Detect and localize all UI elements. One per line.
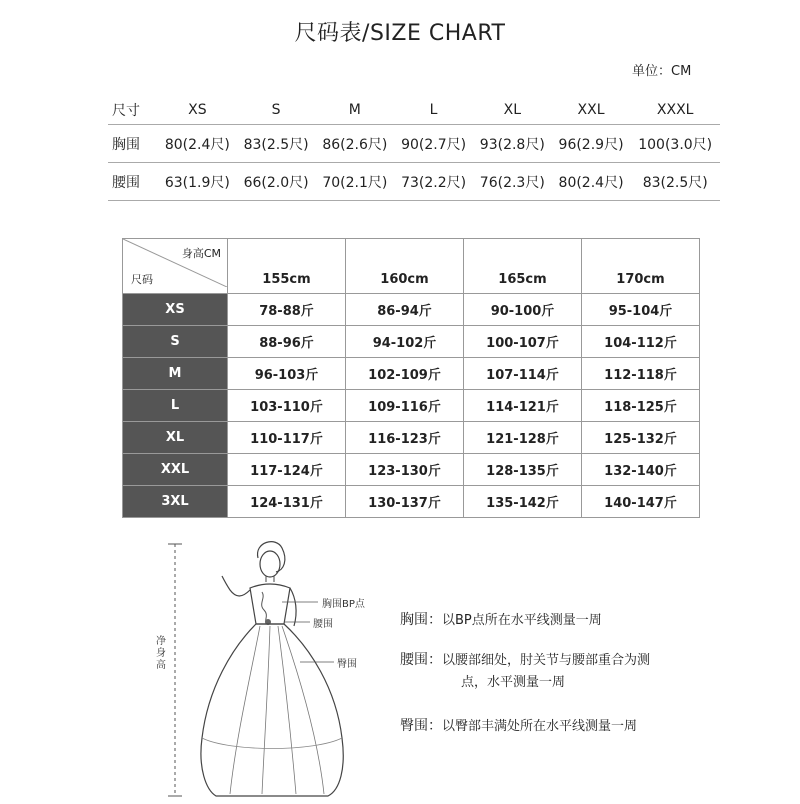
table-cell: 96(2.9尺) — [552, 125, 631, 163]
table-cell: 100(3.0尺) — [630, 125, 720, 163]
row-label: 胸围 — [108, 125, 158, 163]
note-text: 以腰部细处，肘关节与腰部重合为测 — [442, 653, 651, 668]
height-col-160: 160cm — [346, 239, 464, 294]
table-cell: 125-132斤 — [582, 422, 700, 454]
note-text: 以臀部丰满处所在水平线测量一周 — [442, 719, 638, 734]
table-cell: 90-100斤 — [464, 294, 582, 326]
table-cell: 90(2.7尺) — [394, 125, 473, 163]
size-col-xs: XS — [158, 96, 237, 125]
height-label: 净身高 — [156, 636, 166, 671]
table-cell: 110-117斤 — [228, 422, 346, 454]
size-cell: XL — [123, 422, 228, 454]
table-cell: 104-112斤 — [582, 326, 700, 358]
table-cell: 128-135斤 — [464, 454, 582, 486]
table-cell: 96-103斤 — [228, 358, 346, 390]
height-col-165: 165cm — [464, 239, 582, 294]
unit-label: 单位：CM — [632, 64, 692, 79]
table-cell: 102-109斤 — [346, 358, 464, 390]
table-row — [123, 294, 700, 326]
table-row — [123, 358, 700, 390]
table-cell: 123-130斤 — [346, 454, 464, 486]
table-cell: 78-88斤 — [228, 294, 346, 326]
table-cell: 80(2.4尺) — [552, 163, 631, 201]
table-cell: 107-114斤 — [464, 358, 582, 390]
note-text: 以BP点所在水平线测量一周 — [442, 613, 602, 628]
size-header-label: 尺寸 — [108, 96, 158, 125]
size-cell: S — [123, 326, 228, 358]
size-axis-label: 尺码 — [131, 273, 153, 286]
note-key: 胸围： — [400, 612, 442, 628]
table-cell: 94-102斤 — [346, 326, 464, 358]
table-cell: 88-96斤 — [228, 326, 346, 358]
height-col-170: 170cm — [582, 239, 700, 294]
table-cell: 63(1.9尺) — [158, 163, 237, 201]
size-col-m: M — [315, 96, 394, 125]
measurement-table — [108, 96, 720, 201]
size-col-xl: XL — [473, 96, 552, 125]
height-col-155: 155cm — [228, 239, 346, 294]
size-cell: M — [123, 358, 228, 390]
waist-row — [108, 163, 720, 201]
dress-figure — [150, 538, 380, 800]
corner-cell — [123, 239, 228, 294]
size-cell: 3XL — [123, 486, 228, 518]
size-col-xxxl: XXXL — [630, 96, 720, 125]
table-cell: 114-121斤 — [464, 390, 582, 422]
table-cell: 135-142斤 — [464, 486, 582, 518]
table-cell: 140-147斤 — [582, 486, 700, 518]
table-cell: 86(2.6尺) — [315, 125, 394, 163]
table-row — [123, 454, 700, 486]
table-cell: 116-123斤 — [346, 422, 464, 454]
waist-note — [400, 649, 650, 694]
table-cell: 117-124斤 — [228, 454, 346, 486]
table-cell: 93(2.8尺) — [473, 125, 552, 163]
table-cell: 66(2.0尺) — [237, 163, 316, 201]
table-cell: 103-110斤 — [228, 390, 346, 422]
size-cell: XS — [123, 294, 228, 326]
height-weight-table — [122, 238, 700, 518]
size-cell: L — [123, 390, 228, 422]
row-label: 腰围 — [108, 163, 158, 201]
note-key: 臀围： — [400, 718, 442, 734]
table-cell: 121-128斤 — [464, 422, 582, 454]
size-col-xxl: XXL — [552, 96, 631, 125]
table-cell: 73(2.2尺) — [394, 163, 473, 201]
table-row — [123, 326, 700, 358]
table-cell: 124-131斤 — [228, 486, 346, 518]
bust-bp-label: 胸围BP点 — [322, 599, 365, 610]
table-cell: 83(2.5尺) — [237, 125, 316, 163]
table-header-row — [123, 239, 700, 294]
waist-label: 腰围 — [313, 619, 333, 630]
hip-label: 臀围 — [337, 659, 357, 670]
table-cell: 76(2.3尺) — [473, 163, 552, 201]
table-cell: 100-107斤 — [464, 326, 582, 358]
note-text-cont: 点，水平测量一周 — [461, 675, 566, 690]
table-row — [123, 422, 700, 454]
size-col-l: L — [394, 96, 473, 125]
table-cell: 118-125斤 — [582, 390, 700, 422]
table-cell: 132-140斤 — [582, 454, 700, 486]
note-key: 腰围： — [400, 652, 442, 668]
bust-row — [108, 125, 720, 163]
table-cell: 83(2.5尺) — [630, 163, 720, 201]
table-cell: 70(2.1尺) — [315, 163, 394, 201]
page-title: 尺码表/SIZE CHART — [294, 21, 506, 46]
table-cell: 86-94斤 — [346, 294, 464, 326]
size-col-s: S — [237, 96, 316, 125]
table-cell: 95-104斤 — [582, 294, 700, 326]
table-cell: 112-118斤 — [582, 358, 700, 390]
bust-note — [400, 609, 602, 632]
size-cell: XXL — [123, 454, 228, 486]
table-cell: 130-137斤 — [346, 486, 464, 518]
table-row — [123, 390, 700, 422]
table-row — [123, 486, 700, 518]
table-cell: 109-116斤 — [346, 390, 464, 422]
height-axis-label: 身高CM — [181, 247, 221, 260]
hip-note — [400, 715, 637, 738]
table-header-row — [108, 96, 720, 125]
table-cell: 80(2.4尺) — [158, 125, 237, 163]
